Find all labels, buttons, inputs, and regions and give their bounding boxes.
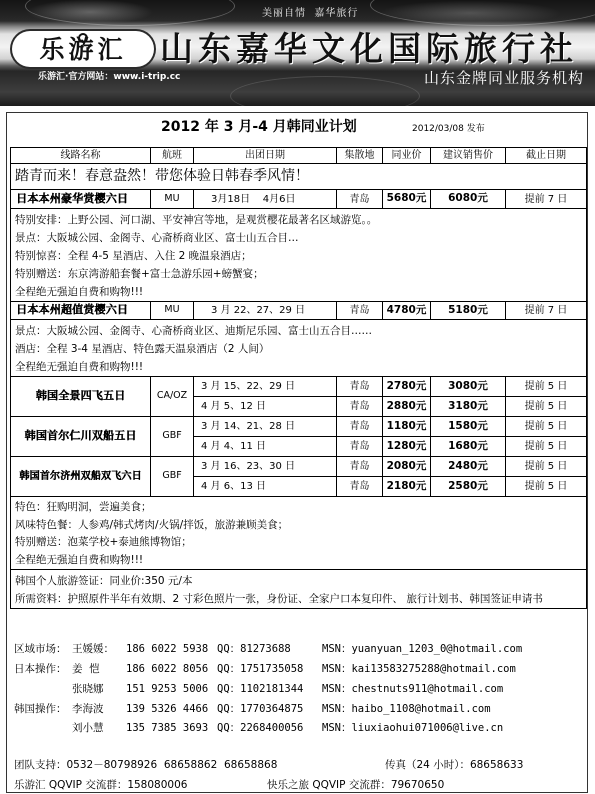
plan-table — [10, 147, 587, 609]
departure-hub: 青岛 — [337, 190, 383, 209]
route-name: 韩国首尔仁川双船五日 — [11, 417, 151, 457]
contact-qq: QQ：1770364875 — [217, 703, 304, 715]
contact-msn: MSN：kai13583275288@hotmail.com — [322, 663, 516, 675]
contact-name: 刘小慧 — [72, 722, 104, 734]
contact-qq: QQ：2268400056 — [217, 722, 304, 734]
route-notes — [11, 497, 587, 570]
retail-price: 3180元 — [431, 397, 506, 417]
banner-swirl-decoration — [25, 0, 235, 26]
visa-info — [11, 570, 587, 609]
contact-department: 日本操作： — [14, 663, 67, 675]
column-header-retail-price: 建议销售价 — [431, 148, 506, 164]
contact-department: 区域市场： — [14, 643, 67, 655]
team-support-phones: 团队支持：0532－80798926 68658862 68658868 — [14, 759, 278, 771]
slogan: 美丽自情 嘉华旅行 — [262, 8, 359, 19]
note-line: 特别安排：上野公园、河口湖、平安神宫等地，是观赏樱花最著名区域游览。。 — [15, 214, 378, 226]
publish-date: 2012/03/08 发布 — [412, 124, 485, 134]
page-title: 2012 年 3 月-4 月韩同业计划 — [161, 119, 357, 135]
departure-hub: 青岛 — [337, 477, 383, 497]
contact-phone: 139 5326 4466 — [126, 703, 209, 715]
note-line: 特色：狂购明洞，尝遍美食； — [15, 501, 152, 513]
note-line: 特别赠送：东京湾游船套餐+富士急游乐园+螃蟹宴； — [15, 268, 264, 280]
booking-deadline: 提前 7 日 — [506, 190, 587, 209]
route-name: 韩国全景四飞五日 — [11, 377, 151, 417]
departure-dates: 3月18日 4月6日 — [194, 190, 337, 209]
contact-row — [0, 641, 595, 657]
retail-price: 2480元 — [431, 457, 506, 477]
note-line: 风味特色餐：人参鸡/韩式烤肉/火锅/拌饭，旅游兼顾美食； — [15, 518, 289, 531]
team-support-row — [0, 757, 595, 773]
booking-deadline: 提前 5 日 — [506, 477, 587, 497]
departure-dates: 3 月 15、22、29 日 — [194, 377, 337, 397]
column-header-departure: 出团日期 — [194, 148, 337, 164]
fax-number: 传真（24 小时）：68658633 — [385, 759, 524, 771]
retail-price: 6080元 — [431, 190, 506, 209]
contact-name: 王媛媛： — [72, 643, 114, 655]
departure-hub: 青岛 — [337, 397, 383, 417]
table-row — [11, 302, 587, 320]
booking-deadline: 提前 5 日 — [506, 457, 587, 477]
note-line: 景点：大阪城公园、金阁寺、心斋桥商业区、迪斯尼乐园、富士山五合目…… — [15, 325, 372, 337]
note-line: 景点：大阪城公园、金阁寺、心斋桥商业区、富士山五合目… — [15, 232, 299, 244]
trade-price: 5680元 — [383, 190, 431, 209]
contact-qq: QQ：1751735058 — [217, 663, 304, 675]
column-header-deadline: 截止日期 — [506, 148, 587, 164]
departure-hub: 青岛 — [337, 302, 383, 320]
banner-swirl-decoration — [370, 0, 595, 26]
note-line: 特别惊喜：全程 4-5 星酒店、入住 2 晚温泉酒店； — [15, 250, 252, 262]
retail-price: 1580元 — [431, 417, 506, 437]
column-header-flight: 航班 — [151, 148, 194, 164]
note-line: 全程绝无强迫自费和购物!!! — [15, 553, 144, 566]
contact-msn: MSN：chestnuts911@hotmail.com — [322, 683, 504, 695]
booking-deadline: 提前 5 日 — [506, 397, 587, 417]
booking-deadline: 提前 7 日 — [506, 302, 587, 320]
flight-code: GBF — [151, 457, 194, 497]
visa-fee: 韩国个人旅游签证：同业价:350 元/本 — [15, 575, 193, 587]
website-label: 乐游汇·官方网站：www.i-trip.cc — [38, 72, 181, 82]
flight-code: MU — [151, 190, 194, 209]
banner-swirl-decoration — [230, 76, 420, 106]
qq-group-leyouhui: 乐游汇 QQVIP 交流群：158080006 — [14, 779, 188, 791]
visa-requirements: 所需资料：护照原件半年有效期、2 寸彩色照片一张，身份证、全家户口本复印件、 旅行计划书、韩国签证申请书 — [15, 593, 543, 605]
contact-phone: 135 7385 3693 — [126, 722, 209, 734]
note-line: 特别赠送：泡菜学校+泰迪熊博物馆； — [15, 536, 192, 548]
contact-row — [0, 701, 595, 717]
contact-name: 李海波 — [72, 703, 104, 715]
table-row — [11, 377, 587, 397]
qq-group-kuaile: 快乐之旅 QQVIP 交流群：79670650 — [267, 779, 445, 791]
contact-name: 姜 恺 — [72, 663, 100, 675]
booking-deadline: 提前 5 日 — [506, 437, 587, 457]
table-row — [11, 457, 587, 477]
departure-dates: 4 月 5、12 日 — [194, 397, 337, 417]
booking-deadline: 提前 5 日 — [506, 377, 587, 397]
route-notes-row — [11, 497, 587, 570]
contact-phone: 151 9253 5006 — [126, 683, 209, 695]
trade-price: 1180元 — [383, 417, 431, 437]
promo-banner: 踏青而来！春意盎然！带您体验日韩春季风情！ — [11, 164, 587, 190]
retail-price: 3080元 — [431, 377, 506, 397]
contact-row — [0, 720, 595, 736]
contact-row — [0, 661, 595, 677]
departure-hub: 青岛 — [337, 457, 383, 477]
column-header-trade-price: 同业价 — [383, 148, 431, 164]
route-name: 韩国首尔济州双船双飞六日 — [11, 457, 151, 497]
booking-deadline: 提前 5 日 — [506, 417, 587, 437]
contact-phone: 186 6022 5938 — [126, 643, 209, 655]
table-row — [11, 417, 587, 437]
contact-msn: MSN：haibo_1108@hotmail.com — [322, 703, 491, 715]
trade-price: 1280元 — [383, 437, 431, 457]
trade-price: 2780元 — [383, 377, 431, 397]
contact-name: 张晓娜 — [72, 683, 104, 695]
trade-price: 4780元 — [383, 302, 431, 320]
route-notes-row — [11, 320, 587, 377]
retail-price: 2580元 — [431, 477, 506, 497]
qq-groups-row — [0, 777, 595, 793]
tagline: 山东金牌同业服务机构 — [424, 69, 585, 87]
departure-dates: 3 月 22、27、29 日 — [194, 302, 337, 320]
departure-dates: 4 月 4、11 日 — [194, 437, 337, 457]
logo — [12, 31, 154, 67]
departure-hub: 青岛 — [337, 377, 383, 397]
table-header-row — [11, 148, 587, 164]
promo-row — [11, 164, 587, 190]
retail-price: 1680元 — [431, 437, 506, 457]
column-header-hub: 集散地 — [337, 148, 383, 164]
departure-dates: 3 月 14、21、28 日 — [194, 417, 337, 437]
trade-price: 2180元 — [383, 477, 431, 497]
route-name: 日本本州豪华赏樱六日 — [11, 190, 151, 209]
note-line: 全程绝无强迫自费和购物!!! — [15, 286, 144, 298]
flight-code: GBF — [151, 417, 194, 457]
retail-price: 5180元 — [431, 302, 506, 320]
departure-dates: 4 月 6、13 日 — [194, 477, 337, 497]
contact-msn: MSN：yuanyuan_1203_0@hotmail.com — [322, 643, 523, 655]
flight-code: MU — [151, 302, 194, 320]
route-notes — [11, 209, 587, 302]
header-banner — [0, 0, 595, 106]
trade-price: 2880元 — [383, 397, 431, 417]
company-name: 山东嘉华文化国际旅行社 — [160, 29, 578, 68]
logo-text: 乐游汇 — [39, 35, 127, 64]
column-header-route: 线路名称 — [11, 148, 151, 164]
route-notes — [11, 320, 587, 377]
departure-dates: 3 月 16、23、30 日 — [194, 457, 337, 477]
route-notes-row — [11, 209, 587, 302]
contact-phone: 186 6022 8056 — [126, 663, 209, 675]
contact-msn: MSN：liuxiaohui071006@live.cn — [322, 722, 504, 734]
contact-department: 韩国操作： — [14, 703, 67, 715]
contact-qq: QQ：1102181344 — [217, 683, 304, 695]
flight-code: CA/OZ — [151, 377, 194, 417]
route-name: 日本本州超值赏樱六日 — [11, 302, 151, 320]
note-line: 酒店：全程 3-4 星酒店、特色露天温泉酒店（2 人间） — [15, 343, 270, 355]
visa-row — [11, 570, 587, 609]
departure-hub: 青岛 — [337, 417, 383, 437]
table-row — [11, 190, 587, 209]
contact-row — [0, 681, 595, 697]
contact-qq: QQ：81273688 — [217, 643, 291, 655]
note-line: 全程绝无强迫自费和购物!!! — [15, 361, 144, 373]
trade-price: 2080元 — [383, 457, 431, 477]
departure-hub: 青岛 — [337, 437, 383, 457]
